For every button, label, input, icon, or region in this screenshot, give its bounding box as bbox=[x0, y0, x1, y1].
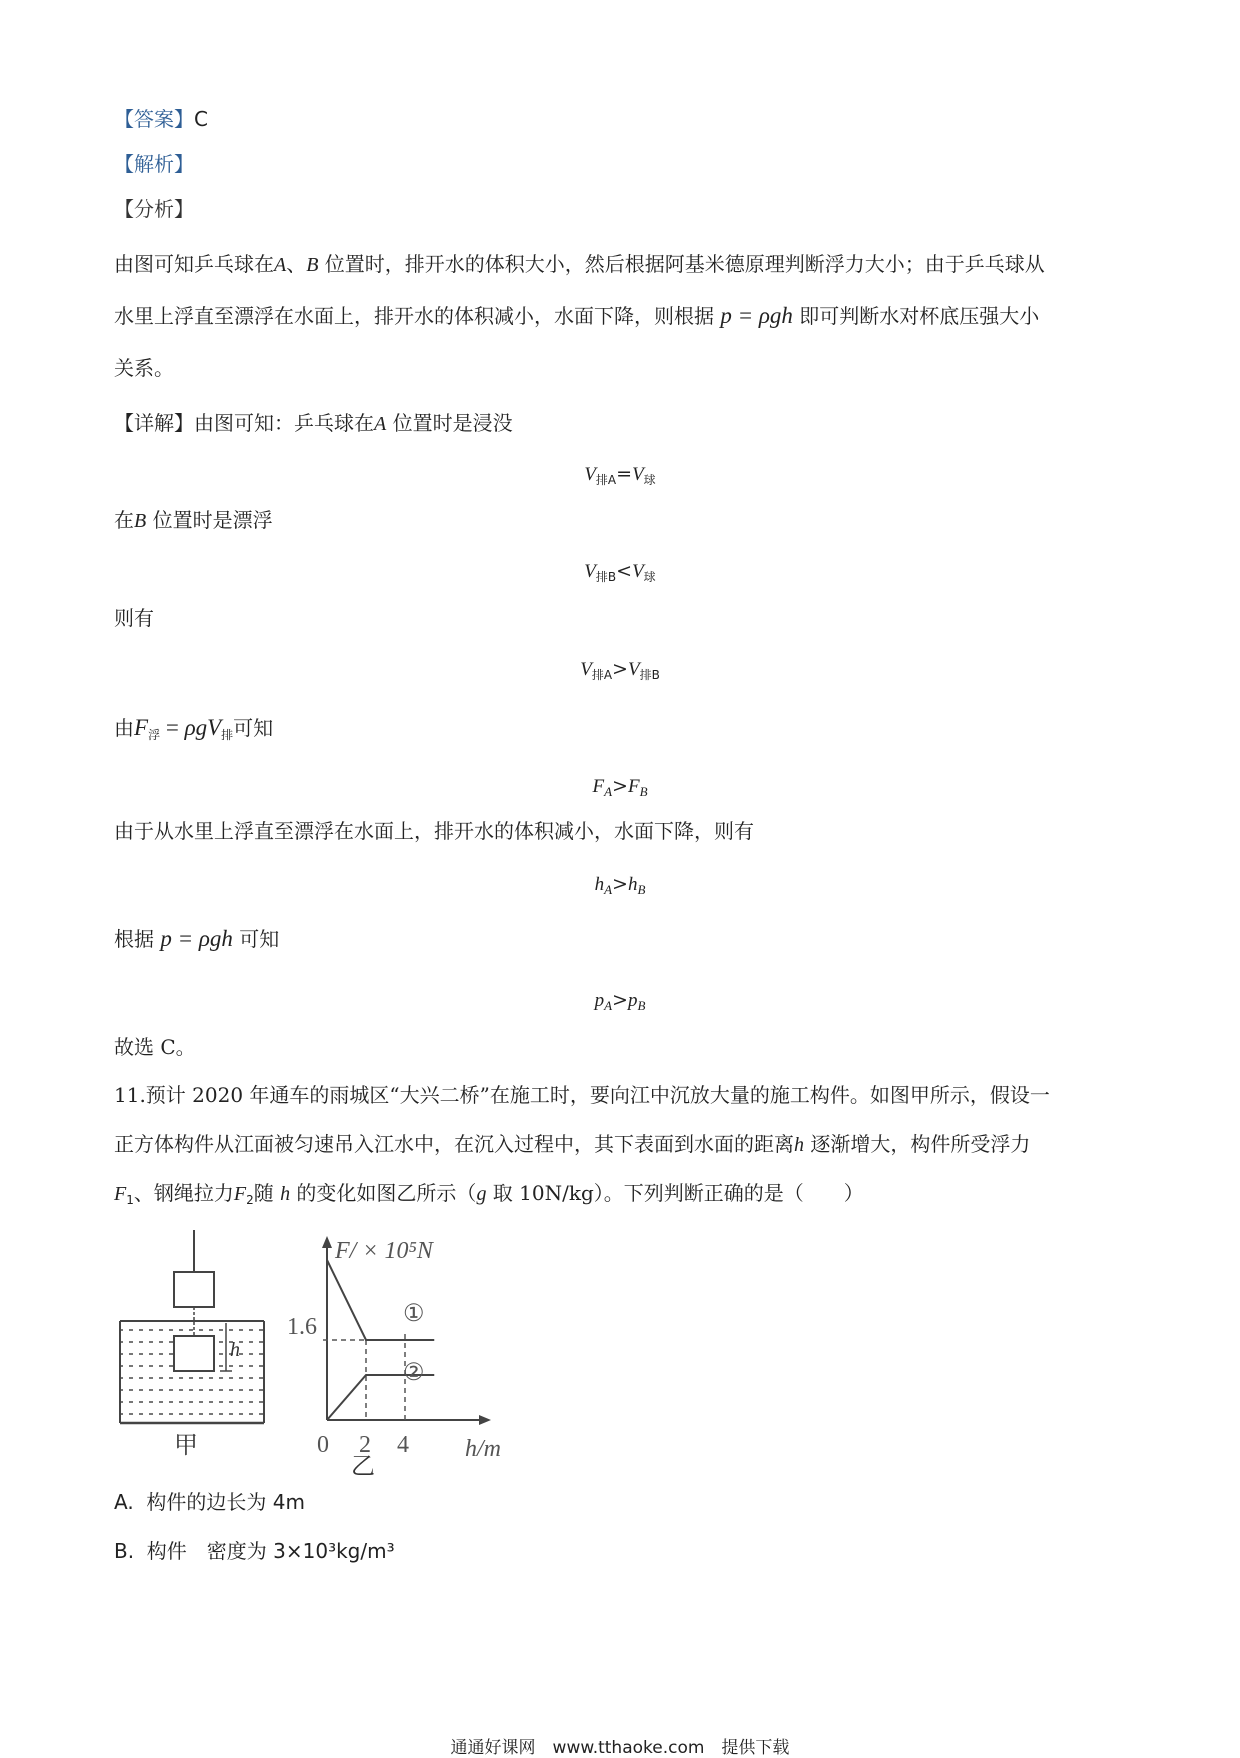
axis-y-label: F/ × 10⁵N bbox=[335, 1238, 433, 1264]
pressure-formula-line bbox=[114, 926, 279, 952]
var-f2: F bbox=[233, 1183, 247, 1205]
eq-var: V bbox=[632, 464, 644, 485]
eq-sub: A bbox=[604, 882, 613, 897]
h-label: h bbox=[230, 1339, 240, 1361]
text: 随 bbox=[253, 1181, 274, 1205]
eq-sub: 1 bbox=[126, 1193, 134, 1207]
zeyou-line: 则有 bbox=[114, 606, 154, 630]
text: 位置时是浸没 bbox=[386, 411, 513, 435]
xiangjie-tag: 【详解】 bbox=[114, 411, 194, 435]
tick-x-4: 4 bbox=[397, 1432, 409, 1458]
eq-var: ρgV bbox=[184, 715, 222, 740]
answer-line bbox=[114, 106, 208, 132]
eq-var: F bbox=[627, 776, 640, 797]
curve1-label: ① bbox=[403, 1301, 425, 1327]
eq-sub: A bbox=[604, 784, 613, 799]
fenxi-line-3: 关系。 bbox=[114, 356, 174, 380]
text: 正方体构件从江面被匀速吊入江水中，在沉入过程中，其下表面到水面的距离 bbox=[114, 1132, 794, 1156]
series-line-1 bbox=[327, 1260, 434, 1340]
q11-line-2 bbox=[114, 1131, 1030, 1158]
formula-pressure: p = ρgh bbox=[720, 303, 793, 328]
eq-sub: A bbox=[604, 998, 613, 1013]
eq-sub: B bbox=[637, 882, 646, 897]
eq-var: p bbox=[627, 990, 638, 1011]
text: 位置时是漂浮 bbox=[146, 508, 273, 532]
eq-sub: B bbox=[637, 998, 646, 1013]
option-text: 构件 密度为 3×10³kg/m³ bbox=[146, 1539, 395, 1563]
text: 可知 bbox=[239, 927, 280, 951]
eq-var: F bbox=[592, 776, 605, 797]
eq-op: > bbox=[612, 989, 628, 1011]
block-above bbox=[174, 1272, 214, 1307]
figure-jia bbox=[118, 1228, 268, 1458]
block-submerged bbox=[174, 1336, 214, 1371]
y-axis-arrow bbox=[322, 1236, 332, 1248]
eq-var: V bbox=[632, 561, 644, 582]
var-h: h bbox=[794, 1134, 804, 1156]
text: 取 10N/kg）。下列判断正确的是（ ） bbox=[486, 1181, 864, 1205]
text: 由图可知：乒乓球在 bbox=[194, 411, 374, 435]
eq-sub: B bbox=[639, 784, 648, 799]
eq-var: V bbox=[627, 659, 640, 680]
tick-y-label: 1.6 bbox=[287, 1314, 317, 1340]
text: 即可判断水对杯底压强大小 bbox=[792, 304, 1040, 328]
eq-op: = bbox=[616, 463, 633, 485]
tick-x-2: 2 bbox=[359, 1432, 371, 1458]
text: 在 bbox=[114, 508, 134, 532]
option-a[interactable] bbox=[114, 1489, 305, 1515]
var-a: A bbox=[374, 413, 387, 435]
equation-1 bbox=[0, 462, 1240, 492]
equation-4 bbox=[0, 774, 1240, 804]
b-position-line bbox=[114, 507, 273, 534]
eq-var: F bbox=[134, 715, 149, 740]
eq-var: V bbox=[584, 464, 596, 485]
eq-sub: 球 bbox=[643, 570, 656, 584]
water-level-line: 由于从水里上浮直至漂浮在水面上，排开水的体积减小，水面下降，则有 bbox=[114, 819, 754, 843]
eq-sub: 排A bbox=[595, 473, 617, 487]
axis-x-label: h/m bbox=[465, 1436, 501, 1462]
equation-3 bbox=[0, 657, 1240, 687]
eq-sub: 2 bbox=[246, 1193, 254, 1207]
eq-op: > bbox=[612, 775, 628, 797]
text: 的变化如图乙所示（ bbox=[290, 1181, 477, 1205]
var-a: A bbox=[274, 254, 287, 276]
text: 根据 bbox=[114, 927, 154, 951]
footer: 通通好课网 www.tthaoke.com 提供下载 bbox=[450, 1738, 790, 1758]
answer-value: C bbox=[194, 107, 208, 131]
yi-label: 乙 bbox=[351, 1454, 375, 1476]
chart-marks bbox=[323, 1260, 434, 1420]
eq-op: > bbox=[612, 873, 628, 895]
eq-op: > bbox=[612, 658, 628, 680]
eq-var: V bbox=[584, 561, 596, 582]
eq-sub: 排A bbox=[591, 668, 613, 682]
eq-sub: 排B bbox=[595, 570, 617, 584]
x-axis-arrow bbox=[479, 1415, 491, 1425]
fenxi-line-2 bbox=[114, 303, 1039, 329]
text: 、 bbox=[286, 252, 307, 276]
var-g: g bbox=[476, 1183, 487, 1205]
eq-op: < bbox=[616, 560, 633, 582]
text: 、钢绳拉力 bbox=[133, 1181, 234, 1205]
text: 水里上浮直至漂浮在水面上，排开水的体积减小，水面下降，则根据 bbox=[114, 304, 714, 328]
eq-op: = bbox=[160, 715, 185, 740]
eq-sub: 球 bbox=[643, 473, 656, 487]
text: 由图可知乒乓球在 bbox=[114, 252, 274, 276]
buoyancy-formula-line bbox=[114, 715, 273, 748]
text: 由 bbox=[114, 716, 134, 740]
q11-line-3 bbox=[114, 1180, 864, 1213]
equation-6 bbox=[0, 988, 1240, 1018]
jia-label: 甲 bbox=[174, 1433, 198, 1458]
text: 位置时，排开水的体积大小，然后根据阿基米德原理判断浮力大小；由于乒乓球从 bbox=[318, 252, 1045, 276]
tick-x-0: 0 bbox=[317, 1432, 329, 1458]
var-h: h bbox=[280, 1183, 291, 1205]
eq-var: h bbox=[594, 874, 605, 895]
xiangjie-intro bbox=[114, 410, 513, 437]
eq-var: V bbox=[580, 659, 592, 680]
option-letter: A. bbox=[114, 1490, 134, 1514]
eq-sub: 排B bbox=[639, 668, 660, 682]
fenxi-tag: 【分析】 bbox=[114, 197, 194, 221]
text: 可知 bbox=[233, 716, 274, 740]
eq-sub: 浮 bbox=[148, 728, 161, 742]
analysis-tag: 【解析】 bbox=[114, 152, 194, 176]
option-text: 构件的边长为 4m bbox=[146, 1490, 305, 1514]
eq-var: p bbox=[594, 990, 605, 1011]
formula-pressure: p = ρgh bbox=[160, 926, 233, 951]
fenxi-line-1 bbox=[114, 251, 1045, 278]
answer-tag: 【答案】 bbox=[114, 107, 194, 131]
q11-line-1: 11.预计 2020 年通车的雨城区“大兴二桥”在施工时，要向江中沉放大量的施工构件。如图甲所示，假设一 bbox=[114, 1083, 1050, 1107]
var-b: B bbox=[306, 254, 319, 276]
var-b: B bbox=[134, 510, 147, 532]
equation-5 bbox=[0, 872, 1240, 902]
curve2-label: ② bbox=[403, 1360, 425, 1386]
option-letter: B. bbox=[114, 1539, 135, 1563]
eq-sub: 排 bbox=[221, 728, 234, 742]
conclusion-line: 故选 C。 bbox=[114, 1035, 196, 1059]
equation-2 bbox=[0, 559, 1240, 589]
chart-yi bbox=[275, 1228, 525, 1476]
var-f1: F bbox=[114, 1183, 127, 1205]
eq-var: h bbox=[627, 874, 638, 895]
option-b[interactable] bbox=[114, 1538, 395, 1564]
text: 逐渐增大，构件所受浮力 bbox=[804, 1132, 1031, 1156]
